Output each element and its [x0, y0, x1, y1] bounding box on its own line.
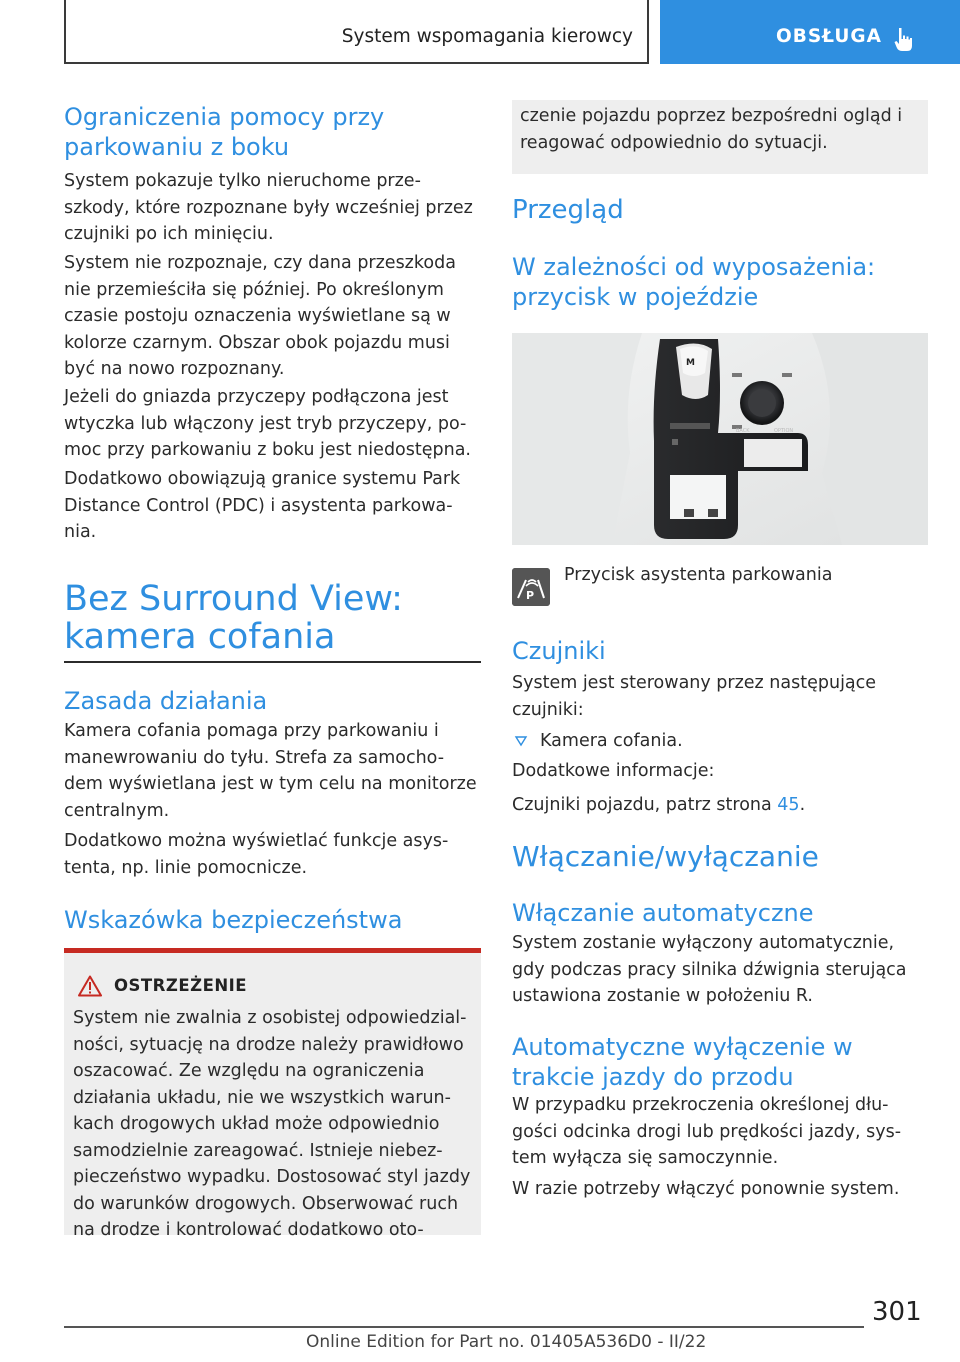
heading-side-parking-limits: Ograniczenia pomocy przy parkowaniu z boku	[64, 103, 385, 161]
svg-text:M: M	[686, 358, 695, 368]
pointing-hand-icon	[892, 26, 916, 54]
paragraph: Dodatkowe informacje:	[512, 761, 715, 781]
heading-safety-note: Wskazówka bezpieczeństwa	[64, 906, 403, 934]
paragraph: Kamera cofania pomaga przy parkowaniu i manewrowaniu do tyłu. Strefa za samocho-dem wyświetlana jest w tym celu na monitorze centralnym.	[64, 721, 477, 821]
paragraph: System jest sterowany przez następujące czujniki:	[512, 673, 877, 720]
footer-divider	[64, 1326, 864, 1328]
paragraph: System zostanie wyłączony automatycznie, gdy podczas pracy silnika dźwignia sterująca ustawiona zostanie w położeniu R.	[512, 933, 907, 1006]
heading-sensors: Czujniki	[512, 637, 606, 665]
paragraph-reference	[512, 792, 805, 819]
section-title: OBSŁUGA	[776, 26, 882, 47]
parking-assistant-button-icon	[512, 568, 550, 606]
svg-text:P: P	[526, 589, 535, 602]
heading-principle: Zasada działania	[64, 687, 268, 715]
chapter-heading: Bez Surround View: kamera cofania	[64, 579, 403, 657]
reference-text: Czujniki pojazdu, patrz strona	[512, 795, 778, 815]
triangle-bullet-icon	[514, 728, 528, 754]
header-chapter-box	[64, 0, 649, 64]
heading-on-off: Włączanie/wyłączanie	[512, 840, 819, 873]
page-number: 301	[872, 1297, 922, 1327]
warning-title: OSTRZEŻENIE	[114, 976, 248, 995]
heading-overview: Przegląd	[512, 195, 624, 225]
warning-text-continued: czenie pojazdu poprzez bezpośredni ogląd i reagować odpowiednio do sytuacji.	[520, 106, 903, 153]
button-caption: Przycisk asystenta parkowania	[564, 565, 833, 585]
page-link[interactable]: 45	[777, 795, 800, 815]
list-item-text: Kamera cofania.	[540, 731, 683, 751]
divider	[64, 661, 481, 663]
heading-equipment: W zależności od wyposażenia: przycisk w pojeździe	[512, 253, 876, 311]
warning-triangle-icon	[78, 975, 102, 997]
paragraph: W przypadku przekroczenia określonej dłu-gości odcinka drogi lub prędkości jazdy, sys-tem wyłącza się samoczynnie.	[512, 1095, 902, 1168]
option-label: OPTION	[774, 428, 794, 434]
header-section-tab	[660, 0, 960, 64]
back-label: BACK	[736, 428, 750, 434]
paragraph: Dodatkowo można wyświetlać funkcje asys-tenta, np. linie pomocnicze.	[64, 831, 449, 878]
paragraph: System nie rozpoznaje, czy dana przeszkoda nie przemieściła się później. Po określonym czasie postoju oznaczenia wyświetlane są w kolorze czarnym. Obszar obok pojazdu musi być na nowo rozpoznany.	[64, 253, 456, 379]
warning-box-continued	[512, 100, 928, 174]
edition-note: Online Edition for Part no. 01405A536D0 - II/22	[306, 1332, 707, 1352]
reference-suffix: .	[799, 795, 806, 815]
paragraph: Jeżeli do gniazda przyczepy podłączona jest wtyczka lub włączony jest tryb przyczepy, po-moc przy parkowaniu z boku jest niedostępna.	[64, 387, 471, 460]
chapter-title: System wspomagania kierowcy	[341, 26, 633, 47]
center-console-photo	[512, 333, 928, 545]
paragraph: Dodatkowo obowiązują granice systemu Park Distance Control (PDC) i asystenta parkowa-nia.	[64, 469, 461, 542]
paragraph: System pokazuje tylko nieruchome prze-szkody, które rozpoznane były wcześniej przez czujniki po ich minięciu.	[64, 171, 473, 244]
warning-box	[64, 953, 481, 1240]
center-console-illustration	[512, 333, 928, 545]
heading-auto-off: Automatyczne wyłączenie w trakcie jazdy do przodu	[512, 1033, 853, 1091]
heading-auto-on: Włączanie automatyczne	[512, 899, 814, 927]
paragraph: W razie potrzeby włączyć ponownie system.	[512, 1179, 900, 1199]
warning-text: System nie zwalnia z osobistej odpowiedzial-ności, sytuację na drodze należy prawidłowo oszacować. Ze względu na ograniczenia działania układu, nie we wszystkich warun-kach drogowych układ może odpowiednio samodzielnie zareagować. Istnieje niebez-pieczeństwo wypadku. Dostosować styl jazdy do warunków drogowych. Obserwować ruch na drodze i kontrolować dodatkowo oto-	[73, 1008, 471, 1240]
